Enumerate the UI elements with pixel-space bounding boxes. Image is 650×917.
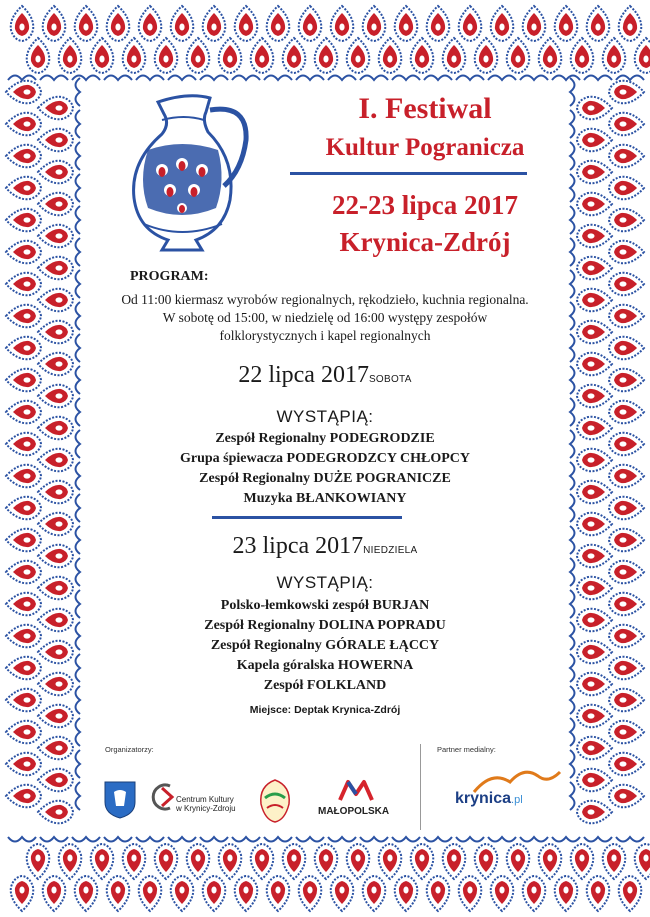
border-motif (27, 844, 50, 879)
border-motif (609, 785, 644, 808)
festival-place: Krynica-Zdrój (339, 227, 511, 257)
border-motif (347, 38, 370, 73)
border-scallop (200, 76, 228, 81)
day2-date: 23 lipca 2017 (232, 533, 364, 559)
border-scallop (570, 142, 575, 170)
border-motif (577, 545, 612, 568)
performer: Zespół Regionalny DUŻE POGRANICZE (199, 471, 451, 486)
border-motif (38, 353, 73, 376)
border-scallop (520, 76, 548, 81)
border-motif (491, 6, 514, 41)
malopolska-logo (336, 778, 376, 802)
border-scallop (40, 837, 68, 842)
border-scallop (72, 837, 100, 842)
border-motif (6, 177, 41, 200)
border-motif (609, 721, 644, 744)
border-motif (155, 844, 178, 879)
border-motif (38, 417, 73, 440)
border-scallop (76, 686, 81, 714)
border-motif (38, 737, 73, 760)
border-motif (427, 876, 450, 911)
border-motif (6, 401, 41, 424)
border-motif (459, 876, 482, 911)
border-motif (577, 385, 612, 408)
day1-heading (125, 362, 525, 389)
border-motif (609, 113, 644, 136)
border-motif (427, 6, 450, 41)
centrum-line: w Krynicy-Zdroju (176, 804, 236, 813)
border-motif (609, 81, 644, 104)
border-motif (577, 737, 612, 760)
border-motif (38, 705, 73, 728)
border-motif (443, 38, 466, 73)
border-motif (107, 6, 130, 41)
border-motif (555, 6, 578, 41)
performer: Polsko-łemkowski zespół BURJAN (220, 598, 430, 613)
krynica-name: krynica (455, 790, 512, 807)
border-scallop (570, 782, 575, 810)
border-motif (6, 433, 41, 456)
border-scallop (76, 430, 81, 458)
border-motif (38, 673, 73, 696)
border-motif (38, 769, 73, 792)
organizers-label: Organizatorzy: (105, 745, 154, 754)
border-motif (571, 38, 594, 73)
border-scallop (76, 526, 81, 554)
border-motif (635, 38, 650, 73)
border-scallop (360, 837, 388, 842)
border-motif (38, 801, 73, 824)
border-motif (219, 844, 242, 879)
border-motif (507, 38, 530, 73)
centrum-kultury-text (176, 795, 236, 813)
border-scallop (570, 78, 575, 106)
festival-title: I. Festiwal (358, 92, 492, 125)
border-scallop (552, 837, 580, 842)
border-scallop (570, 686, 575, 714)
border-scallop (168, 837, 196, 842)
performer: Zespół Regionalny GÓRALE ŁĄCCY (210, 638, 440, 653)
border-scallop (360, 76, 388, 81)
border-scallop (136, 837, 164, 842)
border-scallop (76, 462, 81, 490)
border-motif (203, 876, 226, 911)
border-motif (6, 241, 41, 264)
border-motif (235, 6, 258, 41)
border-scallop (104, 76, 132, 81)
border-motif (395, 6, 418, 41)
border-motif (609, 145, 644, 168)
centrum-kultury-logo (146, 780, 178, 814)
border-scallop (72, 76, 100, 81)
border-scallop (328, 76, 356, 81)
border-motif (635, 844, 650, 879)
border-motif (11, 6, 34, 41)
border-motif (577, 641, 612, 664)
border-motif (6, 113, 41, 136)
border-motif (363, 6, 386, 41)
border-scallop (552, 76, 580, 81)
border-scallop (76, 494, 81, 522)
border-motif (6, 593, 41, 616)
border-scallop (392, 837, 420, 842)
border-motif (38, 289, 73, 312)
border-scallop (76, 366, 81, 394)
border-motif (38, 481, 73, 504)
border-motif (395, 876, 418, 911)
border-scallop (570, 206, 575, 234)
krynica-tld: .pl (511, 794, 523, 806)
border-motif (75, 6, 98, 41)
border-scallop (76, 238, 81, 266)
performer: Kapela góralska HOWERNA (236, 658, 414, 673)
border-motif (91, 38, 114, 73)
border-motif (267, 6, 290, 41)
border-scallop (76, 718, 81, 746)
border-motif (251, 844, 274, 879)
border-motif (38, 321, 73, 344)
border-scallop (570, 430, 575, 458)
border-motif (609, 433, 644, 456)
border-motif (331, 6, 354, 41)
border-motif (577, 129, 612, 152)
border-motif (609, 401, 644, 424)
performer: Muzyka BŁANKOWIANY (243, 491, 407, 506)
border-motif (38, 609, 73, 632)
border-motif (577, 481, 612, 504)
border-scallop (76, 558, 81, 586)
border-motif (555, 876, 578, 911)
border-motif (187, 844, 210, 879)
border-motif (6, 561, 41, 584)
border-motif (6, 721, 41, 744)
border-motif (609, 529, 644, 552)
border-motif (577, 513, 612, 536)
program-line: W sobotę od 15:00, w niedzielę od 16:00 występy zespołów (162, 310, 488, 325)
border-scallop (616, 837, 644, 842)
border-scallop (76, 206, 81, 234)
border-motif (6, 369, 41, 392)
border-motif (38, 641, 73, 664)
border-scallop (232, 76, 260, 81)
border-motif (609, 337, 644, 360)
border-motif (38, 97, 73, 120)
day2-weekday: NIEDZIELA (363, 545, 418, 556)
border-motif (587, 6, 610, 41)
border-motif (577, 321, 612, 344)
border-motif (577, 417, 612, 440)
border-motif (609, 305, 644, 328)
border-motif (363, 876, 386, 911)
border-motif (267, 876, 290, 911)
border-scallop (520, 837, 548, 842)
border-motif (203, 6, 226, 41)
border-motif (75, 876, 98, 911)
border-motif (619, 6, 642, 41)
program-heading: PROGRAM: (130, 269, 209, 284)
border-motif (6, 497, 41, 520)
border-scallop (8, 76, 36, 81)
border-scallop (76, 78, 81, 106)
border-scallop (456, 76, 484, 81)
program-text (70, 291, 580, 345)
border-scallop (456, 837, 484, 842)
performer: Zespół Regionalny PODEGRODZIE (215, 431, 435, 446)
border-scallop (136, 76, 164, 81)
border-motif (577, 161, 612, 184)
border-scallop (488, 837, 516, 842)
border-motif (38, 545, 73, 568)
day1-weekday: SOBOTA (368, 374, 412, 385)
program-line: Od 11:00 kiermasz wyrobów regionalnych, rękodzieło, kuchnia regionalna. (121, 292, 529, 307)
border-motif (347, 844, 370, 879)
border-motif (283, 844, 306, 879)
border-motif (38, 257, 73, 280)
border-motif (609, 561, 644, 584)
border-scallop (570, 110, 575, 138)
border-motif (619, 876, 642, 911)
border-scallop (584, 837, 612, 842)
border-motif (38, 449, 73, 472)
border-scallop (232, 837, 260, 842)
border-scallop (76, 590, 81, 618)
border-motif (38, 385, 73, 408)
border-motif (609, 241, 644, 264)
border-motif (38, 193, 73, 216)
border-motif (235, 876, 258, 911)
border-scallop (264, 76, 292, 81)
border-motif (315, 38, 338, 73)
border-scallop (488, 76, 516, 81)
border-motif (609, 625, 644, 648)
folk-emblem-logo (255, 776, 295, 824)
border-motif (331, 876, 354, 911)
border-motif (577, 193, 612, 216)
border-scallop (424, 76, 452, 81)
border-motif (603, 844, 626, 879)
border-motif (59, 38, 82, 73)
border-scallop (584, 76, 612, 81)
border-motif (11, 876, 34, 911)
border-scallop (296, 76, 324, 81)
performer: Zespół FOLKLAND (263, 678, 387, 693)
border-motif (283, 38, 306, 73)
border-motif (139, 876, 162, 911)
border-scallop (570, 526, 575, 554)
border-motif (43, 6, 66, 41)
border-motif (139, 6, 162, 41)
border-motif (379, 38, 402, 73)
border-motif (459, 6, 482, 41)
border-scallop (570, 366, 575, 394)
border-motif (27, 38, 50, 73)
border-motif (609, 369, 644, 392)
coat-of-arms-logo (103, 780, 137, 820)
border-motif (6, 529, 41, 552)
border-motif (609, 465, 644, 488)
border-scallop (570, 622, 575, 650)
border-motif (577, 801, 612, 824)
border-scallop (570, 718, 575, 746)
border-motif (155, 38, 178, 73)
border-motif (609, 177, 644, 200)
border-motif (6, 145, 41, 168)
border-motif (107, 876, 130, 911)
border-motif (6, 305, 41, 328)
border-scallop (424, 837, 452, 842)
border-motif (59, 844, 82, 879)
border-motif (523, 876, 546, 911)
border-motif (6, 657, 41, 680)
day1-performers-heading: WYSTĄPIĄ: (276, 407, 374, 426)
border-scallop (76, 750, 81, 778)
border-motif (219, 38, 242, 73)
border-motif (411, 844, 434, 879)
border-scallop (570, 654, 575, 682)
festival-dates: 22-23 lipca 2017 (332, 190, 518, 220)
border-scallop (328, 837, 356, 842)
border-motif (571, 844, 594, 879)
border-motif (609, 689, 644, 712)
centrum-line: Centrum Kultury (176, 795, 234, 804)
border-motif (577, 673, 612, 696)
day2-heading (125, 533, 525, 560)
border-motif (6, 785, 41, 808)
border-motif (577, 97, 612, 120)
title-divider (290, 172, 527, 175)
border-motif (587, 876, 610, 911)
border-scallop (104, 837, 132, 842)
border-scallop (570, 590, 575, 618)
day-divider (212, 516, 402, 519)
border-motif (475, 38, 498, 73)
border-motif (6, 689, 41, 712)
border-scallop (76, 110, 81, 138)
border-motif (609, 497, 644, 520)
border-motif (6, 81, 41, 104)
border-motif (577, 577, 612, 600)
border-scallop (570, 174, 575, 202)
folk-jug-illustration (118, 90, 268, 260)
border-scallop (76, 174, 81, 202)
border-motif (6, 273, 41, 296)
border-scallop (570, 750, 575, 778)
border-scallop (264, 837, 292, 842)
performer: Grupa śpiewacza PODEGRODZCY CHŁOPCY (180, 451, 470, 466)
border-scallop (392, 76, 420, 81)
border-scallop (8, 837, 36, 842)
border-motif (91, 844, 114, 879)
border-motif (187, 38, 210, 73)
border-motif (609, 593, 644, 616)
border-motif (491, 876, 514, 911)
border-motif (577, 449, 612, 472)
border-scallop (76, 622, 81, 650)
program-line: folklorystycznych i kapel regionalnych (219, 328, 431, 343)
border-scallop (570, 238, 575, 266)
border-motif (523, 6, 546, 41)
border-scallop (296, 837, 324, 842)
border-motif (171, 6, 194, 41)
border-scallop (200, 837, 228, 842)
border-motif (6, 209, 41, 232)
day1-performers (105, 429, 545, 509)
border-motif (379, 844, 402, 879)
border-motif (299, 6, 322, 41)
border-motif (609, 273, 644, 296)
border-motif (609, 209, 644, 232)
border-motif (315, 844, 338, 879)
border-scallop (168, 76, 196, 81)
border-motif (609, 753, 644, 776)
border-motif (539, 844, 562, 879)
day2-performers-heading: WYSTĄPIĄ: (276, 573, 374, 592)
border-motif (123, 844, 146, 879)
border-motif (171, 876, 194, 911)
border-motif (577, 353, 612, 376)
border-scallop (616, 76, 644, 81)
border-scallop (40, 76, 68, 81)
border-motif (539, 38, 562, 73)
border-motif (251, 38, 274, 73)
border-scallop (76, 398, 81, 426)
border-scallop (570, 494, 575, 522)
performer: Zespół Regionalny DOLINA POPRADU (204, 618, 446, 633)
krynica-pl-logo (455, 790, 523, 808)
border-motif (123, 38, 146, 73)
partner-label: Partner medialny: (437, 745, 496, 754)
border-motif (6, 625, 41, 648)
border-scallop (76, 654, 81, 682)
festival-subtitle: Kultur Pogranicza (325, 134, 525, 161)
venue: Miejsce: Deptak Krynica-Zdrój (249, 704, 401, 716)
border-motif (443, 844, 466, 879)
border-motif (475, 844, 498, 879)
border-motif (603, 38, 626, 73)
border-motif (577, 289, 612, 312)
border-motif (38, 225, 73, 248)
malopolska-text: MAŁOPOLSKA (318, 806, 390, 817)
border-scallop (570, 398, 575, 426)
border-scallop (570, 462, 575, 490)
border-motif (609, 657, 644, 680)
border-motif (577, 769, 612, 792)
border-motif (577, 225, 612, 248)
border-motif (577, 609, 612, 632)
day2-performers (105, 596, 545, 696)
border-motif (507, 844, 530, 879)
border-motif (43, 876, 66, 911)
border-motif (577, 257, 612, 280)
border-motif (6, 337, 41, 360)
border-motif (38, 513, 73, 536)
border-motif (38, 161, 73, 184)
border-scallop (570, 558, 575, 586)
border-motif (38, 129, 73, 152)
border-scallop (76, 142, 81, 170)
border-motif (38, 577, 73, 600)
border-motif (577, 705, 612, 728)
border-motif (411, 38, 434, 73)
border-scallop (76, 782, 81, 810)
border-motif (6, 753, 41, 776)
footer-divider (420, 744, 421, 830)
day1-date: 22 lipca 2017 (238, 362, 369, 388)
border-motif (299, 876, 322, 911)
border-motif (6, 465, 41, 488)
